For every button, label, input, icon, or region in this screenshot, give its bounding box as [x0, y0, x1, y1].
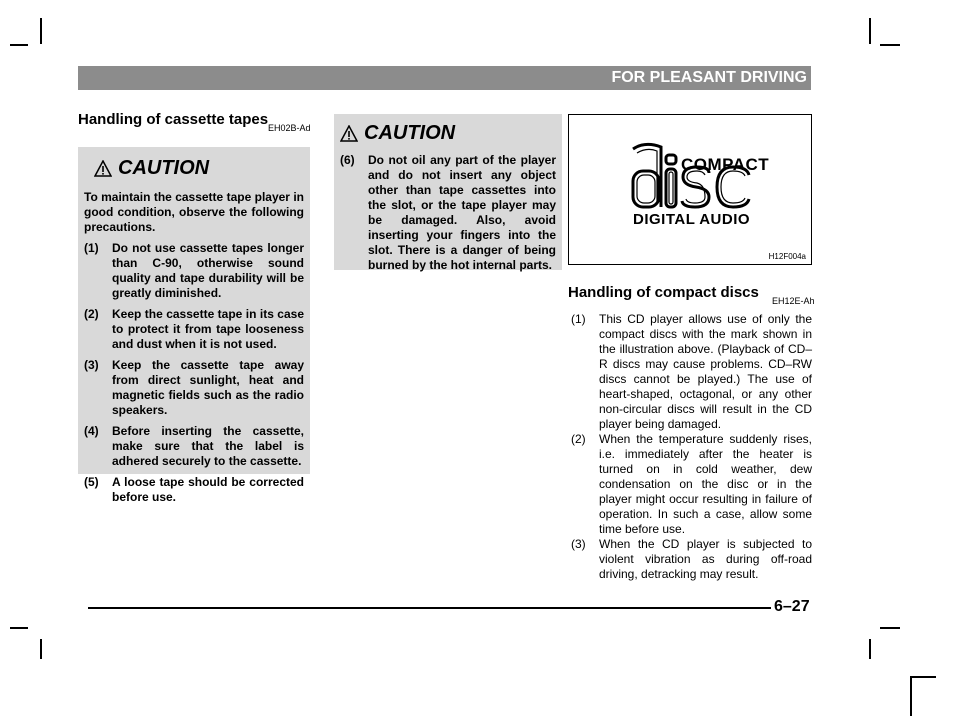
caution-title [340, 122, 556, 145]
item-number: (2) [84, 307, 99, 321]
logo-digital-audio-text: DIGITAL AUDIO [633, 211, 751, 228]
list-item [84, 475, 304, 505]
caution-label: CAUTION [118, 157, 210, 179]
crop-mark [10, 627, 28, 629]
crop-mark [40, 18, 42, 44]
item-text: Before inserting the cassette, make sure that the label is adhered securely to the cassette. [112, 424, 304, 468]
item-text: Keep the cassette tape in its case to protect it from tape looseness and dust when it is not used. [112, 307, 304, 351]
crop-mark [880, 44, 900, 46]
crop-mark [910, 676, 936, 678]
crop-mark [869, 18, 871, 44]
list-item [571, 312, 812, 432]
crop-mark [880, 627, 900, 629]
cassette-caution-list [84, 241, 304, 505]
compact-disc-list [571, 312, 812, 582]
caution-intro: To maintain the cassette tape player in good condition, observe the following precautions. [84, 190, 304, 234]
item-text: When the CD player is subjected to violent vibration as during off-road driving, detracking may result. [599, 537, 812, 581]
list-item [84, 358, 304, 418]
item-number: (5) [84, 475, 99, 489]
footer-rule [88, 607, 771, 609]
figure-code: H12F004a [768, 252, 806, 261]
section-header: FOR PLEASANT DRIVING [78, 66, 811, 90]
warning-triangle-icon [340, 125, 358, 142]
disc-logo-mark [569, 115, 813, 266]
cassette-section-code: EH02B-Ad [268, 123, 311, 133]
item-number: (6) [340, 153, 355, 167]
compact-disc-heading: Handling of compact discs [568, 284, 759, 301]
item-text: When the temperature suddenly rises, i.e. immediately after the heater is turned on in cold weather, dew condensation on the disc or in the player might occur resulting in failure of operation. In such a case, allow some time before use. [599, 432, 812, 536]
item-number: (1) [84, 241, 99, 255]
caution-label: CAUTION [364, 122, 456, 144]
item-number: (3) [571, 537, 586, 551]
player-caution-list [340, 153, 556, 273]
crop-mark [869, 639, 871, 659]
item-number: (2) [571, 432, 586, 446]
list-item [84, 307, 304, 352]
caution-title [94, 157, 304, 180]
item-number: (1) [571, 312, 586, 326]
crop-mark [40, 639, 42, 659]
item-text: Keep the cassette tape away from direct sunlight, heat and magnetic fields such as the radio speakers. [112, 358, 304, 417]
compact-disc-section-code: EH12E-Ah [772, 296, 815, 306]
item-text: A loose tape should be corrected before use. [112, 475, 304, 504]
player-caution-box [334, 114, 562, 270]
crop-mark [910, 676, 912, 716]
compact-disc-logo-figure [568, 114, 812, 265]
list-item [571, 537, 812, 582]
item-text: This CD player allows use of only the compact discs with the mark shown in the illustration above. (Playback of CD–R discs may cause problems. CD–RW discs cannot be played.) The use of heart-shaped, octagonal, or any other non-circular discs will result in the CD player being damaged. [599, 312, 812, 431]
page-number: 6–27 [774, 598, 810, 615]
warning-triangle-icon [94, 160, 112, 177]
logo-compact-text: COMPACT [681, 155, 770, 174]
cassette-heading: Handling of cassette tapes [78, 111, 269, 128]
cassette-caution-box [78, 147, 310, 504]
item-text: Do not oil any part of the player and do not insert any object other than tape cassettes into the slot, or the tape player may be damaged. Also, avoid inserting your fingers into the slot. There is a danger of being burned by the hot internal parts. [368, 153, 556, 272]
item-number: (4) [84, 424, 99, 438]
list-item [340, 153, 556, 273]
item-number: (3) [84, 358, 99, 372]
list-item [571, 432, 812, 537]
item-text: Do not use cassette tapes longer than C-90, otherwise sound quality and tape durability will be greatly diminished. [112, 241, 304, 300]
list-item [84, 424, 304, 469]
crop-mark [10, 44, 28, 46]
list-item [84, 241, 304, 301]
